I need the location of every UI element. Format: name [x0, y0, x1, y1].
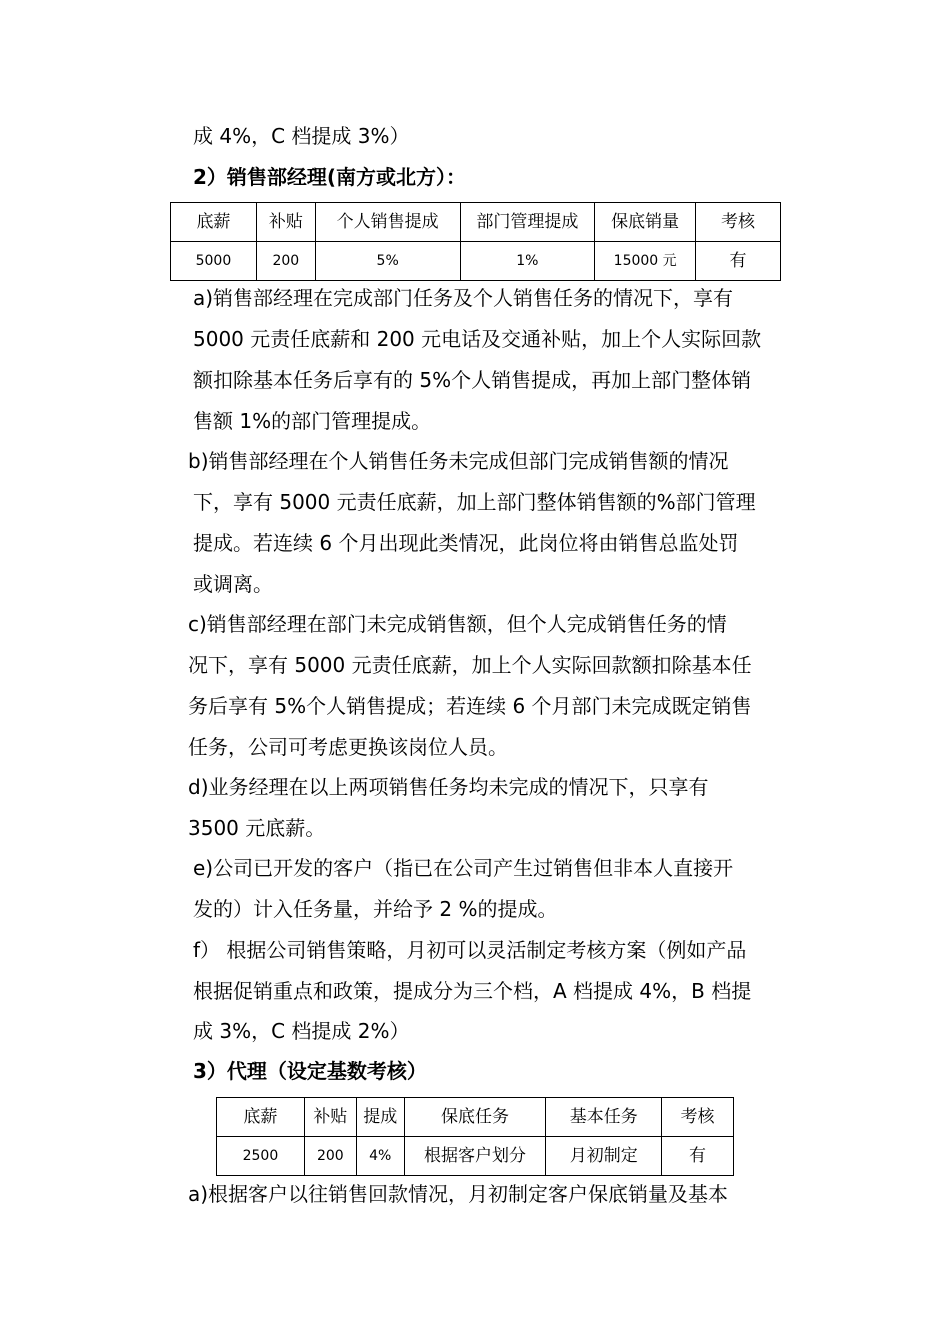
- table-header-row: [171, 203, 781, 242]
- header-cell: 底薪: [217, 1098, 305, 1137]
- agent-table: [216, 1097, 734, 1176]
- text-line: 3500 元底薪。: [188, 816, 326, 840]
- table-cell: 4%: [356, 1137, 404, 1176]
- text-line: 提成。若连续 6 个月出现此类情况，此岗位将由销售总监处罚: [193, 531, 739, 555]
- table-row: [171, 242, 781, 281]
- table-cell: 200: [256, 242, 315, 281]
- text-line: f） 根据公司销售策略，月初可以灵活制定考核方案（例如产品: [193, 938, 747, 962]
- table-cell: 2500: [217, 1137, 305, 1176]
- text-line: b)销售部经理在个人销售任务未完成但部门完成销售额的情况: [188, 449, 729, 473]
- table-cell: 1%: [460, 242, 595, 281]
- text-line: 下，享有 5000 元责任底薪，加上部门整体销售额的%部门管理: [193, 490, 756, 514]
- table-cell: 根据客户划分: [404, 1137, 546, 1176]
- text-line: e)公司已开发的客户（指已在公司产生过销售但非本人直接开: [193, 856, 734, 880]
- table-cell: 5000: [171, 242, 257, 281]
- table-row: [217, 1137, 734, 1176]
- text-line: 额扣除基本任务后享有的 5%个人销售提成，再加上部门整体销: [193, 368, 752, 392]
- header-cell: 保底销量: [595, 203, 696, 242]
- text-line: 根据促销重点和政策，提成分为三个档，A 档提成 4%，B 档提: [193, 979, 752, 1003]
- text-line: 况下，享有 5000 元责任底薪，加上个人实际回款额扣除基本任: [188, 653, 752, 677]
- text-line: 发的）计入任务量，并给予 2 %的提成。: [193, 897, 558, 921]
- header-cell: 补贴: [304, 1098, 356, 1137]
- text-line: 任务，公司可考虑更换该岗位人员。: [188, 735, 508, 759]
- text-line: 或调离。: [193, 572, 273, 596]
- table-cell: 200: [304, 1137, 356, 1176]
- header-cell: 个人销售提成: [315, 203, 460, 242]
- text-line: 售额 1%的部门管理提成。: [193, 409, 432, 433]
- text-line: 成 3%，C 档提成 2%）: [193, 1019, 410, 1043]
- table-cell: 15000 元: [595, 242, 696, 281]
- text-line: 成 4%，C 档提成 3%）: [193, 124, 410, 148]
- section-heading-sales-manager: 2）销售部经理(南方或北方）：: [193, 165, 467, 189]
- text-line: a)根据客户以往销售回款情况，月初制定客户保底销量及基本: [188, 1182, 729, 1206]
- header-cell: 部门管理提成: [460, 203, 595, 242]
- header-cell: 考核: [662, 1098, 734, 1137]
- header-cell: 提成: [356, 1098, 404, 1137]
- sales-manager-table: [170, 202, 781, 281]
- text-line: c)销售部经理在部门未完成销售额，但个人完成销售任务的情: [188, 612, 727, 636]
- header-cell: 基本任务: [546, 1098, 662, 1137]
- header-cell: 考核: [696, 203, 781, 242]
- text-line: a)销售部经理在完成部门任务及个人销售任务的情况下，享有: [193, 286, 734, 310]
- text-line: 5000 元责任底薪和 200 元电话及交通补贴，加上个人实际回款: [193, 327, 762, 351]
- text-line: d)业务经理在以上两项销售任务均未完成的情况下，只享有: [188, 775, 709, 799]
- header-cell: 保底任务: [404, 1098, 546, 1137]
- header-cell: 补贴: [256, 203, 315, 242]
- table-cell: 有: [662, 1137, 734, 1176]
- table-cell: 月初制定: [546, 1137, 662, 1176]
- header-cell: 底薪: [171, 203, 257, 242]
- table-cell: 有: [696, 242, 781, 281]
- text-line: 务后享有 5%个人销售提成；若连续 6 个月部门未完成既定销售: [188, 694, 752, 718]
- section-heading-agent: 3）代理（设定基数考核）: [193, 1059, 427, 1083]
- table-cell: 5%: [315, 242, 460, 281]
- table-header-row: [217, 1098, 734, 1137]
